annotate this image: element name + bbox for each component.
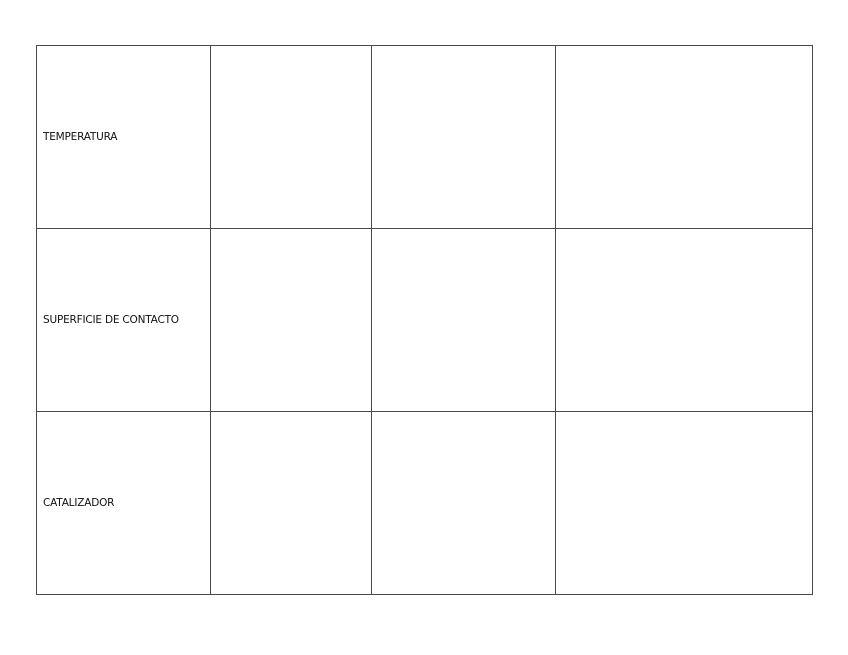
row-label-temperatura: TEMPERATURA [43, 131, 118, 143]
row-header-cell [37, 46, 211, 229]
row-header-cell [37, 229, 211, 412]
row-label-catalizador: CATALIZADOR [43, 497, 115, 509]
table-row [37, 412, 813, 595]
empty-cell [556, 46, 813, 229]
factors-table [36, 45, 813, 595]
row-label-superficie-de-contacto: SUPERFICIE DE CONTACTO [43, 314, 179, 326]
empty-cell [556, 229, 813, 412]
table-row [37, 229, 813, 412]
table-row [37, 46, 813, 229]
empty-cell [556, 412, 813, 595]
empty-cell [372, 46, 556, 229]
empty-cell [211, 46, 372, 229]
empty-cell [372, 412, 556, 595]
empty-cell [211, 229, 372, 412]
empty-cell [372, 229, 556, 412]
empty-cell [211, 412, 372, 595]
row-header-cell [37, 412, 211, 595]
